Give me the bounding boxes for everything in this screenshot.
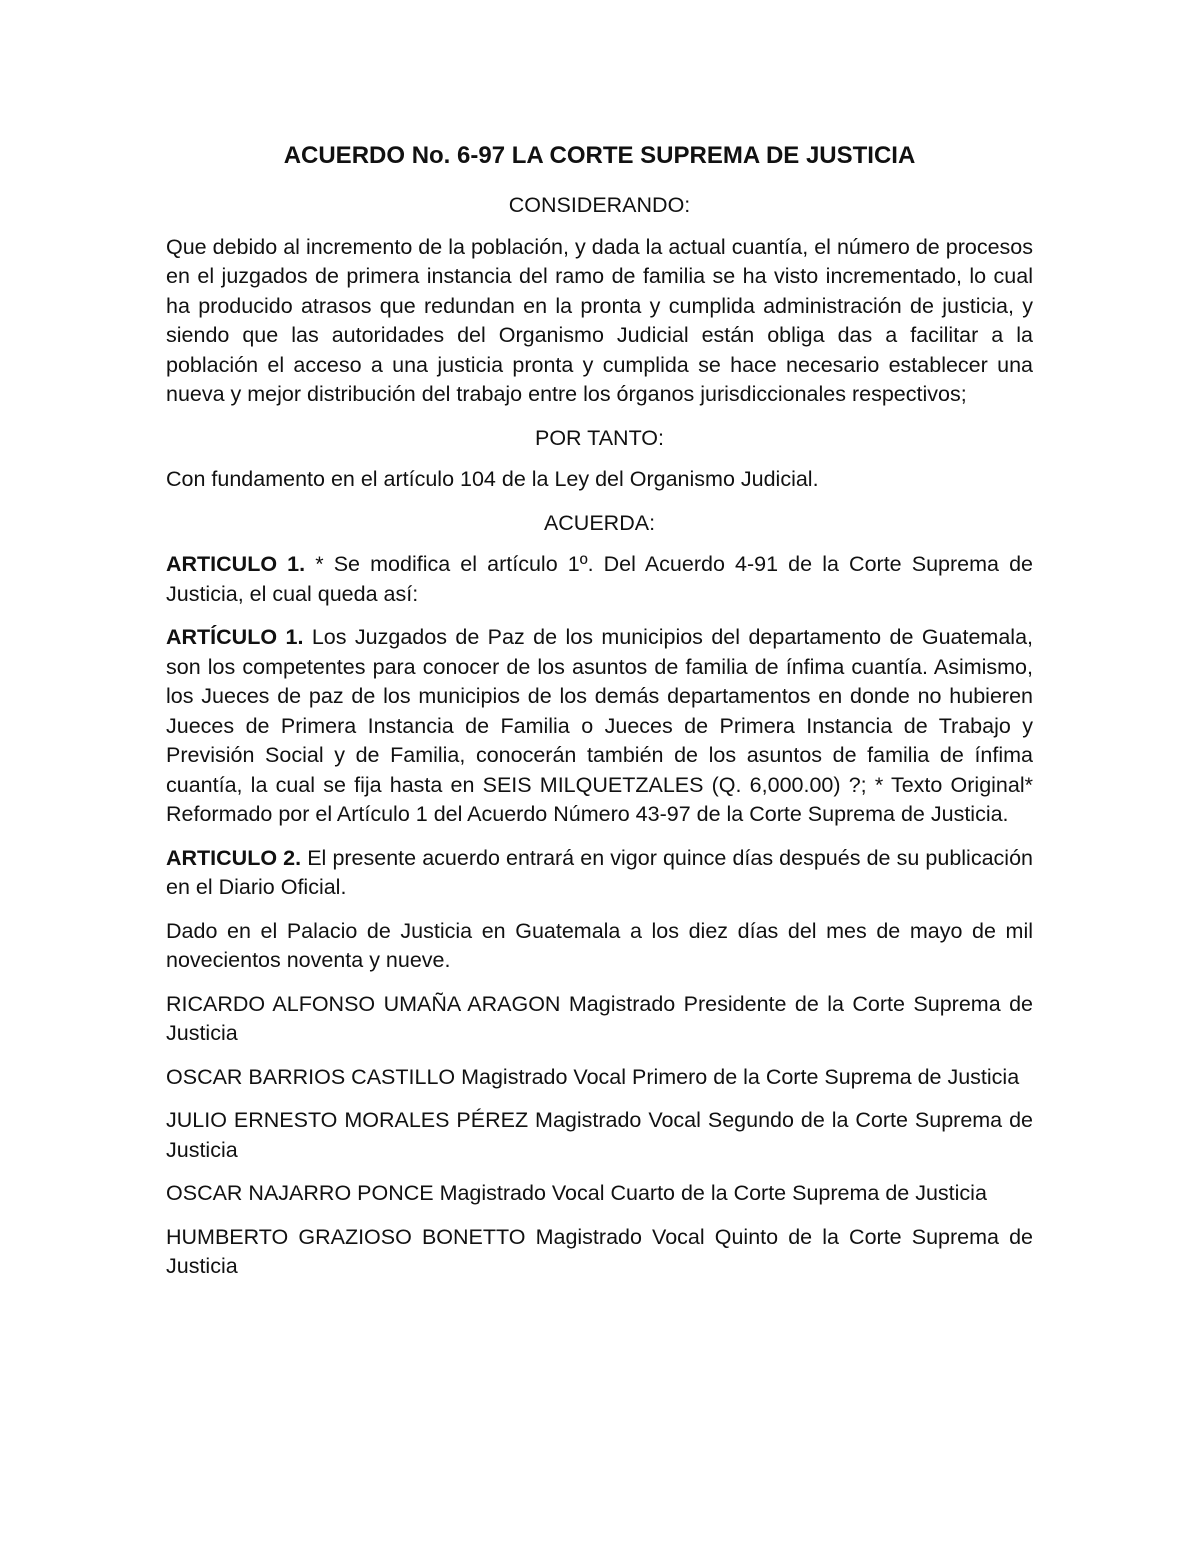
- dado-paragraph: Dado en el Palacio de Justicia en Guatemala a los diez días del mes de mayo de mil novecientos noventa y nueve.: [166, 918, 1033, 972]
- articulo-1-modified-label: ARTÍCULO 1.: [166, 625, 304, 649]
- articulo-2-paragraph: [166, 844, 1033, 903]
- articulo-1-label: ARTICULO 1.: [166, 552, 306, 576]
- considerando-paragraph: Que debido al incremento de la población, y dada la actual cuantía, el número de procesos en el juzgados de primera instancia del ramo de familia se ha visto incrementado, lo cual ha producido atrasos que redundan en la pronta y cumplida administración de justicia, y siendo que las autoridades del Organismo Judicial están obliga das a facilitar a la población el acceso a una justicia pronta y cumplida se hace necesario establecer una nueva y mejor distribución del trabajo entre los órganos jurisdiccionales respectivos;: [166, 234, 1033, 406]
- signatory: OSCAR NAJARRO PONCE Magistrado Vocal Cuarto de la Corte Suprema de Justicia: [166, 1181, 987, 1205]
- signatory: OSCAR BARRIOS CASTILLO Magistrado Vocal Primero de la Corte Suprema de Justicia: [166, 1064, 1020, 1089]
- por-tanto-paragraph: Con fundamento en el artículo 104 de la Ley del Organismo Judicial.: [166, 467, 819, 491]
- articulo-1-modified-paragraph: [166, 623, 1033, 830]
- por-tanto-heading: POR TANTO:: [534, 425, 665, 450]
- articulo-1-paragraph: [166, 550, 1033, 609]
- document-page: [166, 140, 1033, 1296]
- articulo-2-text: El presente acuerdo entrará en vigor quince días después de su publicación en el Diario Oficial.: [166, 845, 1033, 899]
- articulo-1-text: * Se modifica el artículo 1º. Del Acuerdo 4-91 de la Corte Suprema de Justicia, el cual queda así:: [166, 552, 1033, 606]
- signatory: JULIO ERNESTO MORALES PÉREZ Magistrado Vocal Segundo de la Corte Suprema de Justicia: [166, 1108, 1033, 1162]
- signatory: HUMBERTO GRAZIOSO BONETTO Magistrado Vocal Quinto de la Corte Suprema de Justicia: [166, 1224, 1033, 1278]
- considerando-heading: CONSIDERANDO:: [508, 193, 691, 217]
- signatory: RICARDO ALFONSO UMAÑA ARAGON Magistrado Presidente de la Corte Suprema de Justicia: [166, 991, 1033, 1045]
- articulo-1-modified-text: Los Juzgados de Paz de los municipios del departamento de Guatemala, son los competentes para conocer de los asuntos de familia de ínfima cuantía. Asimismo, los Jueces de paz de los municipios de los demás departamentos en donde no hubieren Jueces de Primera Instancia de Familia o Jueces de Primera Instancia de Trabajo y Previsión Social y de Familia, conocerán también de los asuntos de familia de ínfima cuantía, la cual se fija hasta en SEIS MILQUETZALES (Q. 6,000.00) ?; * Texto Original* Reformado por el Artículo 1 del Acuerdo Número 43-97 de la Corte Suprema de Justicia.: [166, 625, 1033, 826]
- articulo-2-label: ARTICULO 2.: [166, 845, 302, 870]
- document-title: ACUERDO No. 6-97 LA CORTE SUPREMA DE JUSTICIA: [283, 142, 916, 169]
- acuerda-heading: ACUERDA:: [543, 510, 656, 535]
